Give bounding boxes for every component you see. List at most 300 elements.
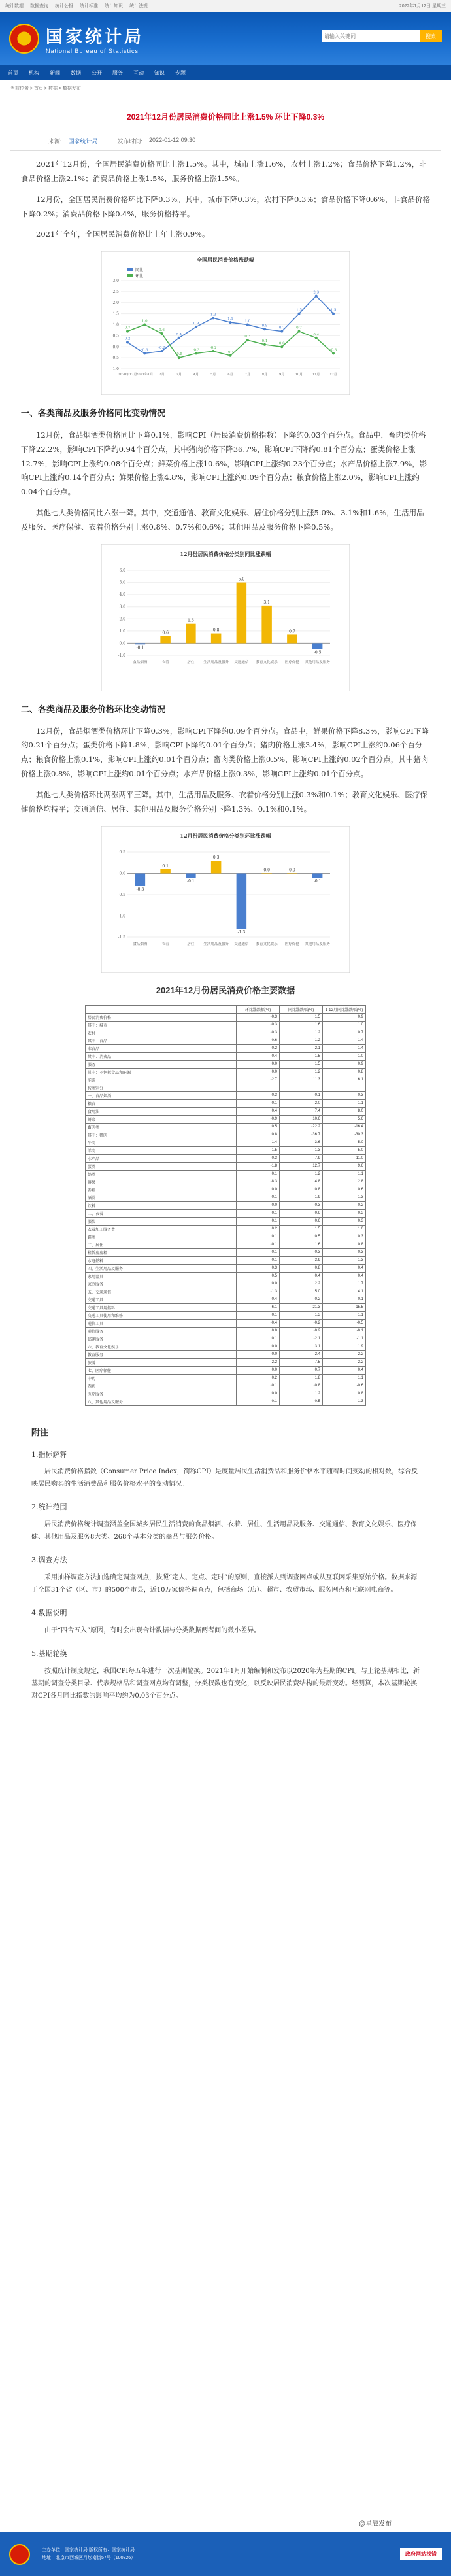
table-cell-value: 1.3 [280,1146,323,1154]
data-point [280,330,283,333]
data-point [298,313,301,315]
search-input[interactable] [322,30,420,42]
x-tick-label: 交通通信 [234,942,249,946]
x-tick-label: 9月 [279,373,285,377]
y-tick-label: 5.0 [119,580,125,585]
table-cell-value: 0.0 [237,1068,280,1076]
note-text: 居民消费价格指数（Consumer Price Index，简称CPI）是度量居民生活消费品和服务价格水平随着时间变动的相对数，综合反映居民购买的生活消费品和服务价格水平的变动情况。 [31,1468,418,1488]
top-link[interactable]: 统计数据 [5,4,24,9]
paragraph: 2021年12月份，全国居民消费价格同比上涨1.5%。其中，城市上涨1.6%，农村上涨1.2%；食品价格下降1.2%，非食品价格上涨2.1%；消费品价格上涨1.5%，服务价格上涨1.5%。 [21,160,427,183]
data-label: 5.0 [238,577,245,582]
table-cell-label: 通信工具 [86,1319,237,1327]
top-link[interactable]: 统计标准 [80,4,98,9]
table-cell-label: 西药 [86,1382,237,1390]
data-label: 1.1 [227,317,233,322]
top-link[interactable]: 统计公报 [55,4,73,9]
table-cell-value: 0.9 [323,1060,366,1068]
search-button[interactable]: 搜索 [420,30,442,42]
table-cell-value: -0.1 [323,1327,366,1335]
table-row [86,1288,366,1296]
y-tick-label: 2.5 [112,290,119,295]
legend-swatch [127,274,133,277]
y-tick-label: 6.0 [119,568,125,573]
table-cell-value: 0.0 [237,1366,280,1374]
table-cell-label: 卷烟 [86,1186,237,1194]
table-row [86,1099,366,1107]
bar [211,861,222,874]
data-point [315,337,318,339]
y-tick-label: 0.0 [112,345,119,350]
data-label: 0.2 [124,337,131,341]
bar [160,636,171,643]
table-row [86,1350,366,1358]
table-cell-value: 2.8 [323,1178,366,1186]
table-row [86,1311,366,1319]
main-nav [0,65,451,80]
table-cell-label: 旅游 [86,1358,237,1366]
table-cell-value: 1.1 [323,1311,366,1319]
table-cell-label: 七、医疗保健 [86,1366,237,1374]
data-point [229,321,232,324]
table-cell-value: -0.4 [237,1319,280,1327]
table-cell-value: 0.1 [237,1233,280,1241]
table-cell-value: 11.3 [280,1076,323,1084]
table-cell-value: 2.1 [280,1044,323,1052]
table-cell-label: 衣着加工服务费 [86,1225,237,1233]
table-cell-value: 2.2 [323,1358,366,1366]
table-cell-value: 1.0 [323,1052,366,1060]
paragraph: 12月份，食品烟酒类价格环比下降0.3%，影响CPI下降约0.09个百分点。食品中，鲜果价格下降8.3%，影响CPI下降约0.21个百分点；蛋类价格下降1.8%，影响CPI下降约0.01个百分点；猪肉价格上涨3.4%，影响CPI上涨约0.06个百分点；粮食价格上涨0.1%，影响CPI上涨约0.01个百分点；畜肉类价格上涨0.5%，影响CPI上涨约0.02个百分点，其中猪肉价格上涨0.8%，影响CPI上涨约0.01个百分点；水产品价格上涨0.3%，影响CPI上涨约0.01个百分点。 [21,726,429,779]
site-brand[interactable] [46,24,144,54]
table-cell-label: 水电燃料 [86,1256,237,1264]
table-row [86,1303,366,1311]
bar [211,633,222,643]
bar [312,873,323,878]
data-label: 0.9 [193,322,199,326]
data-point [143,352,146,355]
table-row [86,1327,366,1335]
table-cell-label: 非食品 [86,1044,237,1052]
table-row [86,1170,366,1178]
cpi-data-table [85,1005,366,1406]
note-heading: 5.基期轮换 [31,1649,67,1658]
table-row [86,1272,366,1280]
table-cell-value: 1.3 [323,1256,366,1264]
table-cell-value: 0.1 [237,1217,280,1225]
table-row [86,1382,366,1390]
table-cell-value: 2.0 [280,1099,323,1107]
table-row [86,1225,366,1233]
site-footer [0,2532,451,2576]
table-row [86,1091,366,1099]
table-row [86,1139,366,1146]
table-cell-value: -1.1 [323,1335,366,1343]
table-cell-value: 0.2 [237,1374,280,1382]
data-point [332,352,335,355]
table-cell-value: -2.1 [280,1335,323,1343]
table-cell-value: 1.5 [280,1225,323,1233]
table-row [86,1358,366,1366]
table-cell-value: 0.0 [237,1280,280,1288]
table-cell-value: 1.2 [280,1068,323,1076]
table-cell-value: 11.0 [323,1154,366,1162]
nav-item[interactable]: 新闻 [50,69,60,76]
table-cell-value: 1.1 [323,1099,366,1107]
table-cell-value: 0.4 [237,1296,280,1303]
table-cell-label: 其中：城市 [86,1021,237,1029]
table-cell-label: 奶类 [86,1170,237,1178]
top-link[interactable]: 数据查询 [30,4,48,9]
nav-item[interactable]: 互动 [133,69,144,76]
table-cell-value: 9.6 [323,1162,366,1170]
national-emblem-icon: ★ [9,24,39,54]
data-label: -0.2 [158,346,165,351]
table-row [86,1366,366,1374]
table-cell-value: 0.0 [237,1327,280,1335]
data-label: -0.3 [141,348,148,352]
data-label: -0.1 [136,645,144,651]
data-label: 0.8 [212,628,220,633]
table-cell-value: -0.2 [237,1044,280,1052]
table-cell-value: 0.0 [237,1350,280,1358]
data-label: 0.1 [162,863,169,868]
table-cell-value: 0.6 [280,1217,323,1225]
top-link[interactable]: 统计法规 [129,4,148,9]
nav-item[interactable]: 知识 [154,69,165,76]
mom-category-bar-chart [101,826,350,973]
table-cell-value: -0.2 [280,1327,323,1335]
x-tick-label: 2020年12月 [118,373,137,377]
section-heading: 二、各类商品及服务价格环比变动情况 [21,704,166,714]
nav-item[interactable]: 机构 [29,69,39,76]
table-header [86,1005,237,1013]
table-cell-value: -8.3 [237,1178,280,1186]
data-label: 0.0 [289,868,295,873]
table-row [86,1131,366,1139]
table-cell-value: 0.3 [280,1248,323,1256]
table-cell-value: 1.2 [280,1170,323,1178]
x-tick-label: 2月 [159,373,165,377]
chart-frame [101,826,350,973]
table-cell-value: 1.5 [280,1013,323,1021]
table-cell-value: 0.0 [237,1060,280,1068]
x-tick-label: 8月 [261,373,268,377]
note-heading: 4.数据说明 [31,1609,67,1618]
cpi-trend-line-chart [101,251,350,395]
bar [160,869,171,874]
table-cell-value: 21.3 [280,1303,323,1311]
table-cell-label: 羊肉 [86,1146,237,1154]
table-cell-value: 2.4 [280,1350,323,1358]
nav-item[interactable]: 数据 [71,69,81,76]
nav-item[interactable]: 服务 [112,69,123,76]
data-label: 0.7 [278,326,285,330]
table-cell-value: -0.1 [237,1398,280,1405]
table-cell-value: 0.8 [323,1241,366,1248]
table-cell-label: 鲜菜 [86,1115,237,1123]
table-cell-value: 0.1 [237,1311,280,1319]
bar [237,582,247,643]
table-header: 环比涨跌幅(%) [237,1005,280,1013]
paragraph: 12月份，食品烟酒类价格同比下降0.1%，影响CPI（居民消费价格指数）下降约0.03个百分点。食品中，畜肉类价格下降22.2%，影响CPI下降约0.94个百分点，其中猪肉价格下降36.7%，影响CPI下降约0.81个百分点；蛋类价格上涨12.7%，影响CPI上涨约0.08个百分点；鲜菜价格上涨10.6%，影响CPI上涨约0.23个百分点；水产品价格上涨7.9%，影响CPI上涨约0.14个百分点；鲜果价格上涨4.8%，影响CPI上涨约0.09个百分点；粮食价格上涨2.0%，影响CPI上涨约0.04个百分点。 [21,430,427,497]
table-cell-label: 食用油 [86,1107,237,1115]
table-cell-label: 交通工具 [86,1296,237,1303]
bar [261,873,272,874]
table-row [86,1217,366,1225]
data-label: -0.5 [313,650,322,655]
table-cell-label: 租赁房房租 [86,1248,237,1256]
x-tick-label: 6月 [227,373,233,377]
table-row [86,1115,366,1123]
paragraph: 12月份，全国居民消费价格环比下降0.3%。其中，城市下降0.3%，农村下降0.3%；食品价格下降0.6%，非食品价格下降0.2%；消费品价格下降0.4%，服务价格持平。 [21,194,430,218]
note-text: 按照统计制度规定，我国CPI每五年进行一次基期轮换。2021年1月开始编制和发布以2020年为基期的CPI。与上轮基期相比，新基期的调查分类目录、代表规格品和调查网点均有调整，分类权数也有变化，以反映居民消费结构的最新变动。经测算，本次基期轮换对CPI各月同比指数的影响平均约为0.03个百分点。 [31,1668,420,1700]
table-cell-value: 7.4 [280,1107,323,1115]
note-heading: 2.统计范围 [31,1503,67,1512]
data-label: 1.0 [244,319,251,324]
table-row [86,1264,366,1272]
table-header: 1-12月同比涨跌幅(%) [323,1005,366,1013]
table-cell-label: 畜肉类 [86,1123,237,1131]
table-cell-value: 0.7 [323,1029,366,1037]
breadcrumb[interactable]: 当前位置 > 首页 > 数据 > 数据发布 [10,86,81,91]
x-tick-label: 食品烟酒 [133,660,148,664]
table-cell-value: -22.2 [280,1123,323,1131]
table-cell-value: 0.8 [280,1264,323,1272]
y-tick-label: -0.5 [111,356,119,361]
table-cell-value: 0.0 [237,1343,280,1350]
table-cell-value: -0.5 [323,1319,366,1327]
table-cell-label: 五、交通通信 [86,1288,237,1296]
table-cell-value: 1.0 [323,1021,366,1029]
publish-date: 2022-01-12 09:30 [149,137,196,143]
data-point [263,343,266,346]
table-row [86,1107,366,1115]
data-label: 0.3 [244,335,251,339]
table-cell-value: -36.7 [280,1131,323,1139]
table-cell-value: 0.3 [323,1217,366,1225]
table-cell-label: 八、其他用品及服务 [86,1398,237,1405]
site-header [0,12,451,65]
table-cell-value: -30.3 [323,1131,366,1139]
data-label: 0.0 [263,868,270,873]
table-cell-value: 1.1 [323,1374,366,1382]
report-error-button[interactable]: 政府网站找错 [400,2548,442,2560]
data-point [298,330,301,333]
table-cell-value: 1.6 [280,1021,323,1029]
table-cell-value: 0.0 [237,1201,280,1209]
table-cell-label: 四、生活用品及服务 [86,1264,237,1272]
data-point [315,295,318,298]
table-cell-value: -2.7 [237,1076,280,1084]
table-cell-value: 1.3 [323,1194,366,1201]
bar [237,873,247,929]
y-tick-label: 4.0 [119,592,125,597]
data-label: -1.3 [237,929,246,935]
data-point [195,352,197,355]
table-row [86,1178,366,1186]
table-row [86,1123,366,1131]
x-tick-label: 其他用品及服务 [305,660,330,664]
table-cell-label: 交通工具用燃料 [86,1303,237,1311]
table-cell-value: 0.3 [280,1201,323,1209]
table-cell-value: -1.4 [323,1037,366,1044]
paragraph: 2021年全年，全国居民消费价格比上年上涨0.9%。 [36,230,210,239]
table-cell-value: 5.0 [323,1139,366,1146]
table-row [86,1241,366,1248]
table-row [86,1029,366,1037]
table-cell-value: 0.8 [280,1186,323,1194]
nav-item[interactable]: 专题 [175,69,186,76]
table-cell-value: 3.1 [280,1343,323,1350]
table-cell-label: 饮料 [86,1201,237,1209]
table-cell-value: -16.4 [323,1123,366,1131]
nav-item-home[interactable]: 首页 [8,69,18,76]
y-tick-label: 1.0 [119,628,125,634]
data-point [263,328,266,330]
table-cell-value: 0.4 [323,1366,366,1374]
table-cell-value: -0.6 [237,1037,280,1044]
table-cell-label: 家用器具 [86,1272,237,1280]
data-label: 1.6 [188,618,194,623]
table-cell-value: 0.1 [237,1194,280,1201]
table-cell-value: -0.3 [323,1091,366,1099]
table-cell-value: 0.3 [237,1154,280,1162]
table-cell-value: 0.9 [323,1013,366,1021]
table-cell-value: -0.1 [237,1382,280,1390]
table-cell-label: 粮食 [86,1099,237,1107]
table-cell-value: 0.2 [323,1201,366,1209]
table-row [86,1374,366,1382]
table-cell-value: -0.1 [237,1256,280,1264]
table-cell-value: 0.1 [237,1099,280,1107]
top-link[interactable]: 统计知识 [105,4,123,9]
x-tick-label: 10月 [295,373,303,377]
table-title: 2021年12月份居民消费价格主要数据 [156,985,295,995]
data-point [280,345,283,348]
data-point [126,341,129,344]
nav-item[interactable]: 公开 [92,69,102,76]
table-cell-value: 0.5 [280,1233,323,1241]
note-heading: 3.调查方法 [31,1556,67,1565]
table-cell-value: 1.5 [280,1060,323,1068]
table-cell-label: 教育服务 [86,1350,237,1358]
table-row [86,1021,366,1029]
table-cell-value: -0.1 [323,1296,366,1303]
x-tick-label: 衣着 [161,942,169,946]
table-cell-value: -0.8 [280,1382,323,1390]
table-cell-value: 7.9 [280,1154,323,1162]
bar [261,606,272,644]
table-row [86,1209,366,1217]
note-text: 由于“四舍五入”原因，有时会出现合计数据与分类数据两者间的微小差异。 [44,1627,261,1635]
data-label: 1.5 [330,308,337,313]
x-tick-label: 医疗保健 [284,942,299,946]
table-row [86,1146,366,1154]
table-cell-value: -1.3 [323,1398,366,1405]
table-cell-value: 1.1 [323,1170,366,1178]
table-cell-value: -0.5 [280,1398,323,1405]
table-cell-label: 农村 [86,1029,237,1037]
table-cell-value: 1.4 [323,1044,366,1052]
table-cell-label: 其中：消费品 [86,1052,237,1060]
chart-title: 全国居民消费价格涨跌幅 [197,256,254,264]
table-cell-value: 7.5 [280,1358,323,1366]
table-cell-value: 4.8 [280,1178,323,1186]
table-cell-value: 0.1 [237,1335,280,1343]
bar [186,624,196,644]
y-tick-label: -1.0 [118,653,125,658]
table-cell-label: 酒类 [86,1194,237,1201]
table-cell-value: -0.1 [237,1248,280,1256]
x-tick-label: 教育文化娱乐 [256,942,278,946]
y-tick-label: 0.5 [112,334,119,339]
data-point [246,339,249,341]
table-cell-label: 蛋类 [86,1162,237,1170]
y-tick-label: -1.0 [111,367,119,372]
table-cell-value: 8.0 [323,1107,366,1115]
table-cell-value: 1.6 [280,1241,323,1248]
bar [135,873,146,886]
data-point [246,324,249,326]
bar [287,873,297,874]
table-row [86,1335,366,1343]
data-label: 0.7 [296,326,302,330]
table-cell-value: 10.6 [280,1115,323,1123]
table-cell-value: 0.2 [237,1225,280,1233]
x-tick-label: 教育文化娱乐 [256,660,278,664]
table-cell-value: 0.5 [237,1272,280,1280]
table-cell-value [237,1084,280,1091]
y-tick-label: -1.5 [118,935,125,940]
note-text: 采用抽样调查方法抽选确定调查网点，按照“定人、定点、定时”的原则，直接派人到调查网点或从互联网采集原始价格。数据来源于全国31个省（区、市）的500个市县，近10万家价格调查点，包括商场（店）、超市、农贸市场、服务网点和互联网电商等。 [31,1574,418,1594]
table-cell-label: 鞋类 [86,1233,237,1241]
table-row [86,1319,366,1327]
y-tick-label: 0.5 [119,850,125,855]
table-cell-label: 牛肉 [86,1139,237,1146]
x-tick-label: 交通通信 [234,660,249,664]
data-label: 1.3 [210,313,216,317]
y-tick-label: 3.0 [119,604,125,610]
x-tick-label: 居住 [187,660,195,664]
data-label: 0.4 [176,332,182,337]
data-label: 0.4 [313,332,320,337]
y-tick-label: -0.5 [118,892,125,897]
x-tick-label: 食品烟酒 [133,942,148,946]
table-cell-value: 1.9 [323,1343,366,1350]
x-tick-label: 7月 [244,373,250,377]
table-cell-value: 1.3 [280,1311,323,1319]
watermark: @星辰发布 [356,2516,394,2529]
table-cell-label: 鲜果 [86,1178,237,1186]
table-cell-label: 其中：不包括食品和能源 [86,1068,237,1076]
table-cell-value: -0.3 [237,1013,280,1021]
table-row [86,1154,366,1162]
notes-section [10,1449,441,1702]
table-row [86,1162,366,1170]
table-cell-value: 0.1 [237,1170,280,1178]
x-tick-label: 2021年1月 [136,373,154,377]
table-cell-value: 2.2 [323,1350,366,1358]
notes-title: 附注 [31,1427,49,1437]
source-link[interactable]: 国家统计局 [68,138,98,145]
table-cell-value: -6.1 [237,1303,280,1311]
data-label: -0.1 [187,878,195,884]
table-cell-value [323,1084,366,1091]
article-body [10,158,441,973]
table-cell-value: -2.2 [237,1358,280,1366]
site-name-en: National Bureau of Statistics [46,47,139,54]
table-cell-value: 3.6 [280,1139,323,1146]
